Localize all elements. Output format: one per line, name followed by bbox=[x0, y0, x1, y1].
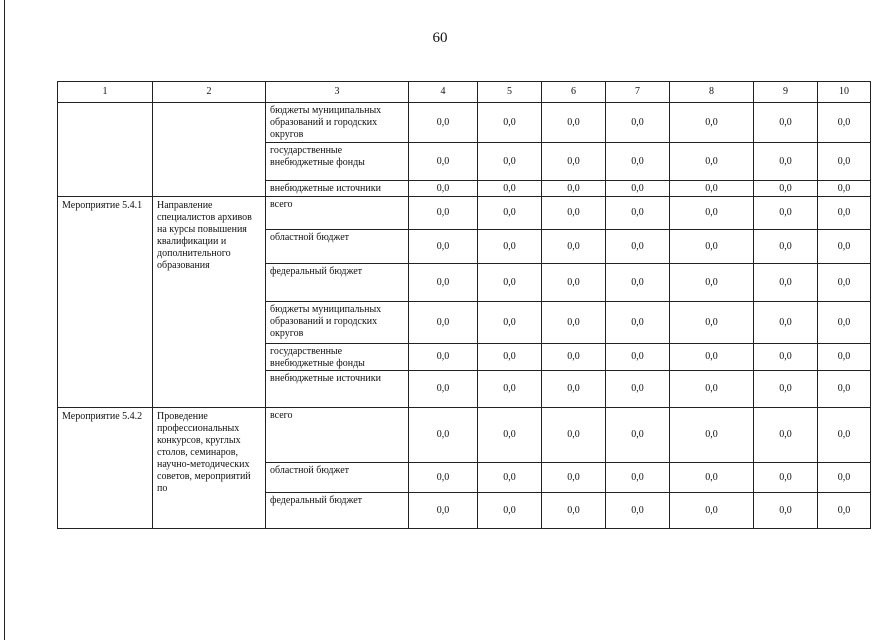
budget-table bbox=[57, 81, 871, 529]
value-cell: 0,0 bbox=[542, 181, 606, 197]
value-cell: 0,0 bbox=[818, 344, 871, 371]
value-cell: 0,0 bbox=[409, 103, 478, 143]
value-cell: 0,0 bbox=[409, 493, 478, 529]
value-cell: 0,0 bbox=[818, 230, 871, 264]
value-cell: 0,0 bbox=[818, 408, 871, 463]
funding-source-cell: государственные внебюджетные фонды bbox=[266, 143, 409, 181]
value-cell: 0,0 bbox=[818, 103, 871, 143]
funding-source-cell: бюджеты муниципальных образований и городских округов bbox=[266, 103, 409, 143]
value-cell: 0,0 bbox=[542, 143, 606, 181]
value-cell: 0,0 bbox=[606, 264, 670, 302]
value-cell: 0,0 bbox=[754, 197, 818, 230]
table-header-row bbox=[58, 82, 871, 103]
value-cell: 0,0 bbox=[818, 463, 871, 493]
value-cell: 0,0 bbox=[670, 197, 754, 230]
value-cell: 0,0 bbox=[754, 493, 818, 529]
value-cell: 0,0 bbox=[754, 371, 818, 408]
value-cell: 0,0 bbox=[478, 302, 542, 344]
value-cell: 0,0 bbox=[818, 143, 871, 181]
value-cell: 0,0 bbox=[542, 230, 606, 264]
value-cell: 0,0 bbox=[606, 344, 670, 371]
value-cell: 0,0 bbox=[754, 103, 818, 143]
value-cell: 0,0 bbox=[478, 371, 542, 408]
value-cell: 0,0 bbox=[754, 181, 818, 197]
value-cell: 0,0 bbox=[818, 493, 871, 529]
value-cell: 0,0 bbox=[478, 197, 542, 230]
value-cell: 0,0 bbox=[542, 408, 606, 463]
value-cell: 0,0 bbox=[542, 371, 606, 408]
column-header: 7 bbox=[606, 82, 670, 103]
value-cell: 0,0 bbox=[606, 230, 670, 264]
value-cell: 0,0 bbox=[409, 230, 478, 264]
value-cell: 0,0 bbox=[542, 463, 606, 493]
value-cell: 0,0 bbox=[606, 463, 670, 493]
value-cell: 0,0 bbox=[670, 344, 754, 371]
value-cell: 0,0 bbox=[409, 264, 478, 302]
page-edge-line bbox=[4, 0, 5, 640]
funding-source-cell: внебюджетные источники bbox=[266, 181, 409, 197]
funding-source-cell: областной бюджет bbox=[266, 230, 409, 264]
value-cell: 0,0 bbox=[670, 371, 754, 408]
value-cell: 0,0 bbox=[409, 197, 478, 230]
column-header: 1 bbox=[58, 82, 153, 103]
funding-source-cell: областной бюджет bbox=[266, 463, 409, 493]
value-cell: 0,0 bbox=[478, 493, 542, 529]
table-row bbox=[58, 197, 871, 230]
event-name-cell: Направление специалистов архивов на курсы повышения квалификации и дополнительного образования bbox=[153, 197, 266, 408]
column-header: 4 bbox=[409, 82, 478, 103]
value-cell: 0,0 bbox=[478, 344, 542, 371]
event-code-cell: Мероприятие 5.4.2 bbox=[58, 408, 153, 529]
value-cell: 0,0 bbox=[606, 302, 670, 344]
value-cell: 0,0 bbox=[754, 463, 818, 493]
value-cell: 0,0 bbox=[670, 493, 754, 529]
value-cell: 0,0 bbox=[478, 181, 542, 197]
value-cell: 0,0 bbox=[670, 264, 754, 302]
event-name-cell: Проведение профессиональных конкурсов, круглых столов, семинаров, научно-методических советов, мероприятий по bbox=[153, 408, 266, 529]
empty-cell bbox=[153, 103, 266, 197]
value-cell: 0,0 bbox=[542, 344, 606, 371]
table-row bbox=[58, 103, 871, 143]
value-cell: 0,0 bbox=[670, 230, 754, 264]
value-cell: 0,0 bbox=[818, 371, 871, 408]
column-header: 2 bbox=[153, 82, 266, 103]
funding-source-cell: бюджеты муниципальных образований и городских округов bbox=[266, 302, 409, 344]
value-cell: 0,0 bbox=[478, 408, 542, 463]
value-cell: 0,0 bbox=[670, 181, 754, 197]
value-cell: 0,0 bbox=[754, 143, 818, 181]
value-cell: 0,0 bbox=[606, 143, 670, 181]
value-cell: 0,0 bbox=[606, 103, 670, 143]
value-cell: 0,0 bbox=[670, 408, 754, 463]
value-cell: 0,0 bbox=[409, 181, 478, 197]
value-cell: 0,0 bbox=[409, 463, 478, 493]
value-cell: 0,0 bbox=[606, 408, 670, 463]
funding-source-cell: всего bbox=[266, 197, 409, 230]
value-cell: 0,0 bbox=[818, 302, 871, 344]
value-cell: 0,0 bbox=[606, 371, 670, 408]
value-cell: 0,0 bbox=[754, 302, 818, 344]
value-cell: 0,0 bbox=[542, 197, 606, 230]
column-header: 5 bbox=[478, 82, 542, 103]
value-cell: 0,0 bbox=[542, 493, 606, 529]
value-cell: 0,0 bbox=[670, 302, 754, 344]
value-cell: 0,0 bbox=[542, 264, 606, 302]
value-cell: 0,0 bbox=[754, 408, 818, 463]
funding-source-cell: всего bbox=[266, 408, 409, 463]
column-header: 8 bbox=[670, 82, 754, 103]
value-cell: 0,0 bbox=[754, 230, 818, 264]
value-cell: 0,0 bbox=[478, 230, 542, 264]
value-cell: 0,0 bbox=[478, 103, 542, 143]
value-cell: 0,0 bbox=[478, 143, 542, 181]
value-cell: 0,0 bbox=[409, 344, 478, 371]
funding-source-cell: внебюджетные источники bbox=[266, 371, 409, 408]
value-cell: 0,0 bbox=[818, 197, 871, 230]
column-header: 10 bbox=[818, 82, 871, 103]
funding-source-cell: федеральный бюджет bbox=[266, 264, 409, 302]
value-cell: 0,0 bbox=[606, 181, 670, 197]
value-cell: 0,0 bbox=[818, 181, 871, 197]
value-cell: 0,0 bbox=[542, 103, 606, 143]
funding-source-cell: государственные внебюджетные фонды bbox=[266, 344, 409, 371]
value-cell: 0,0 bbox=[670, 463, 754, 493]
value-cell: 0,0 bbox=[754, 264, 818, 302]
page-number: 60 bbox=[432, 30, 448, 46]
value-cell: 0,0 bbox=[606, 197, 670, 230]
column-header: 9 bbox=[754, 82, 818, 103]
column-header: 6 bbox=[542, 82, 606, 103]
value-cell: 0,0 bbox=[409, 143, 478, 181]
event-code-cell: Мероприятие 5.4.1 bbox=[58, 197, 153, 408]
value-cell: 0,0 bbox=[754, 344, 818, 371]
value-cell: 0,0 bbox=[670, 143, 754, 181]
value-cell: 0,0 bbox=[409, 408, 478, 463]
table-row bbox=[58, 408, 871, 463]
value-cell: 0,0 bbox=[818, 264, 871, 302]
value-cell: 0,0 bbox=[478, 463, 542, 493]
value-cell: 0,0 bbox=[606, 493, 670, 529]
empty-cell bbox=[58, 103, 153, 197]
column-header: 3 bbox=[266, 82, 409, 103]
value-cell: 0,0 bbox=[542, 302, 606, 344]
table-body bbox=[58, 82, 871, 529]
value-cell: 0,0 bbox=[409, 302, 478, 344]
value-cell: 0,0 bbox=[670, 103, 754, 143]
funding-source-cell: федеральный бюджет bbox=[266, 493, 409, 529]
value-cell: 0,0 bbox=[409, 371, 478, 408]
value-cell: 0,0 bbox=[478, 264, 542, 302]
